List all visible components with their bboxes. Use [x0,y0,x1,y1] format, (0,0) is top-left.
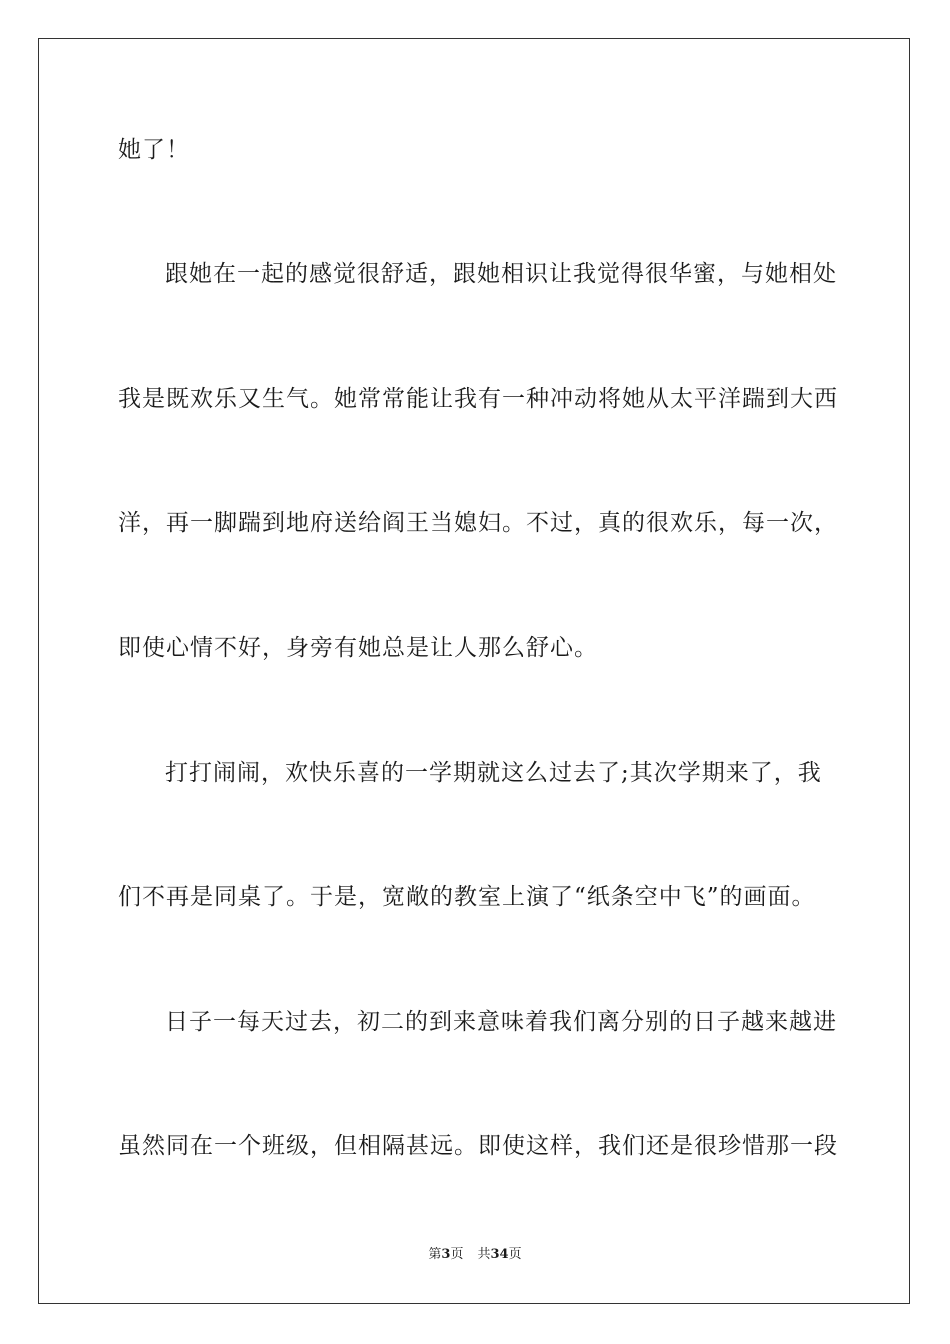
text-line: 们不再是同桌了。于是，宽敞的教室上演了“纸条空中飞”的画面。 [118,884,816,910]
total-suffix: 页 [508,1247,522,1262]
total-prefix: 共 [477,1247,491,1262]
text-line: 洋，再一脚踹到地府送给阎王当媳妇。不过，真的很欢乐，每一次， [118,510,838,536]
page-border [38,38,910,1304]
page-prefix: 第 [428,1247,442,1262]
page-number: 3 [441,1247,451,1262]
paragraph-start-line: 日子一每天过去，初二的到来意味着我们离分别的日子越来越进 [165,1009,837,1035]
page-footer [0,1247,950,1263]
text-line: 我是既欢乐又生气。她常常能让我有一种冲动将她从太平洋踹到大西 [118,386,838,412]
total-pages: 34 [490,1247,509,1262]
paragraph-start-line: 打打闹闹，欢快乐喜的一学期就这么过去了;其次学期来了，我 [165,760,822,786]
text-line: 她了！ [118,137,190,163]
page-suffix: 页 [450,1247,464,1262]
text-line: 虽然同在一个班级，但相隔甚远。即使这样，我们还是很珍惜那一段 [118,1133,838,1159]
text-line: 即使心情不好，身旁有她总是让人那么舒心。 [118,635,598,661]
paragraph-start-line: 跟她在一起的感觉很舒适，跟她相识让我觉得很华蜜，与她相处 [165,261,837,287]
